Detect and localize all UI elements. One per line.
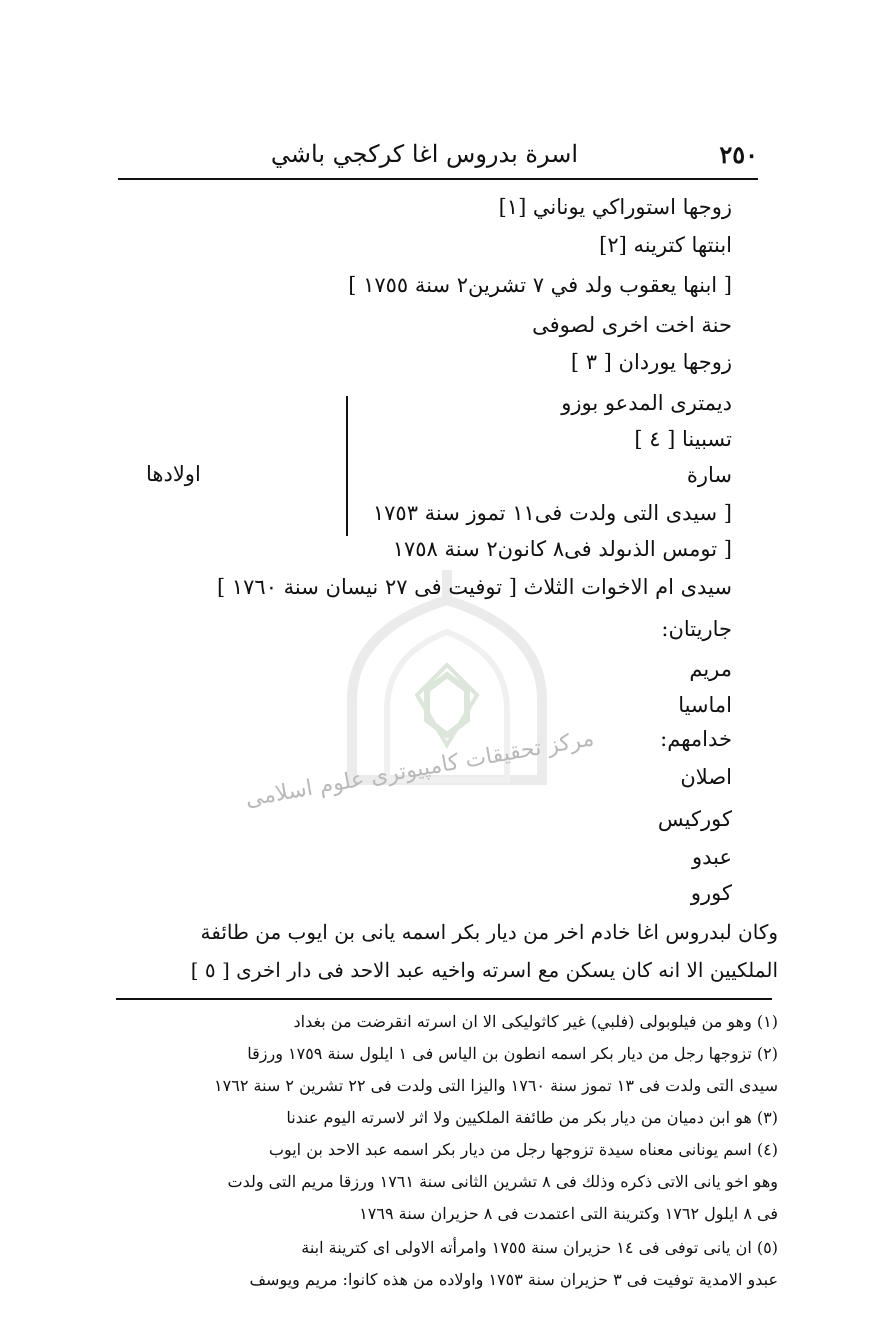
footnote-line: (٢) تزوجها رجل من ديار بكر اسمه انطون بن الياس فى ١ ايلول سنة ١٧٥٩ ورزقا: [247, 1044, 778, 1063]
page-number: ٢٥٠: [719, 140, 758, 169]
genealogy-line: جاريتان:: [661, 617, 732, 641]
genealogy-line: ابنتها كترينه [٢]: [599, 233, 732, 257]
genealogy-line: عبدو: [691, 845, 732, 869]
genealogy-line: ديمترى المدعو بوزو: [561, 391, 732, 415]
genealogy-line: حنة اخت اخرى لصوفى: [532, 313, 732, 337]
footnote-line: سيدى التى ولدت فى ١٣ تموز سنة ١٧٦٠ واليزا التى ولدت فى ٢٢ تشرين ٢ سنة ١٧٦٢: [214, 1076, 778, 1095]
genealogy-line: مريم: [689, 657, 732, 681]
page-header: [118, 136, 758, 176]
footnote-line: عبدو الامدية توفيت فى ٣ حزيران سنة ١٧٥٣ واولاده من هذه كانوا: مريم ويوسف: [249, 1270, 778, 1289]
footnote-line: وهو اخو يانى الاتى ذكره وذلك فى ٨ تشرين الثانى سنة ١٧٦١ ورزقا مريم التى ولدت: [227, 1172, 778, 1191]
genealogy-line: زوجها يوردان [ ٣ ]: [570, 350, 732, 374]
watermark-text: مرکز تحقیقات کامپیوتری علوم اسلامی: [243, 726, 596, 813]
genealogy-line: [ تومس الذىولد فى٨ كانون٢ سنة ١٧٥٨: [392, 537, 732, 561]
genealogy-line: كوركيس: [657, 807, 732, 831]
genealogy-line: خدامهم:: [660, 727, 732, 751]
footnote-rule: [116, 998, 772, 1000]
footnote-line: (١) وهو من فيلوبولى (فلبي) غير كاثوليكى الا ان اسرته انقرضت من بغداد: [293, 1012, 778, 1031]
footnote-line: (٣) هو ابن دميان من ديار بكر من طائفة الملكيين ولا اثر لاسرته اليوم عندنا: [286, 1108, 778, 1127]
paragraph-line: وكان لبدروس اغا خادم اخر من ديار بكر اسمه يانى بن ايوب من طائفة: [200, 920, 778, 944]
footnote-line: (٥) ان يانى توفى فى ١٤ حزيران سنة ١٧٥٥ وامرأته الاولى اى كترينة ابنة: [301, 1238, 778, 1257]
footnote-line: (٤) اسم يونانى معناه سيدة تزوجها رجل من ديار بكر اسمه عبد الاحد بن ايوب: [268, 1140, 778, 1159]
genealogy-line: سارة: [686, 463, 732, 487]
genealogy-line: [ ابنها يعقوب ولد في ٧ تشرين٢ سنة ١٧٥٥ ]: [348, 273, 732, 297]
children-bracket: [346, 396, 348, 536]
genealogy-line: [ سيدى التى ولدت فى١١ تموز سنة ١٧٥٣: [372, 501, 732, 525]
genealogy-line: سيدى ام الاخوات الثلاث [ توفيت فى ٢٧ نيسان سنة ١٧٦٠ ]: [216, 575, 732, 599]
genealogy-line: اماسيا: [678, 693, 732, 717]
genealogy-line: كورو: [690, 881, 732, 905]
genealogy-line: زوجها استوراكي يوناني [١]: [498, 195, 732, 219]
children-label: اولادها: [146, 462, 201, 486]
paragraph-line: الملكيين الا انه كان يسكن مع اسرته واخيه عبد الاحد فى دار اخرى [ ٥ ]: [190, 958, 778, 982]
running-title: اسرة بدروس اغا كركجي باشي: [270, 140, 578, 168]
header-rule: [118, 178, 758, 180]
genealogy-line: اصلان: [680, 765, 732, 789]
genealogy-line: تسبينا [ ٤ ]: [634, 427, 732, 451]
footnote-line: فى ٨ ايلول ١٧٦٢ وكترينة التى اعتمدت فى ٨ حزيران سنة ١٧٦٩: [359, 1204, 778, 1223]
